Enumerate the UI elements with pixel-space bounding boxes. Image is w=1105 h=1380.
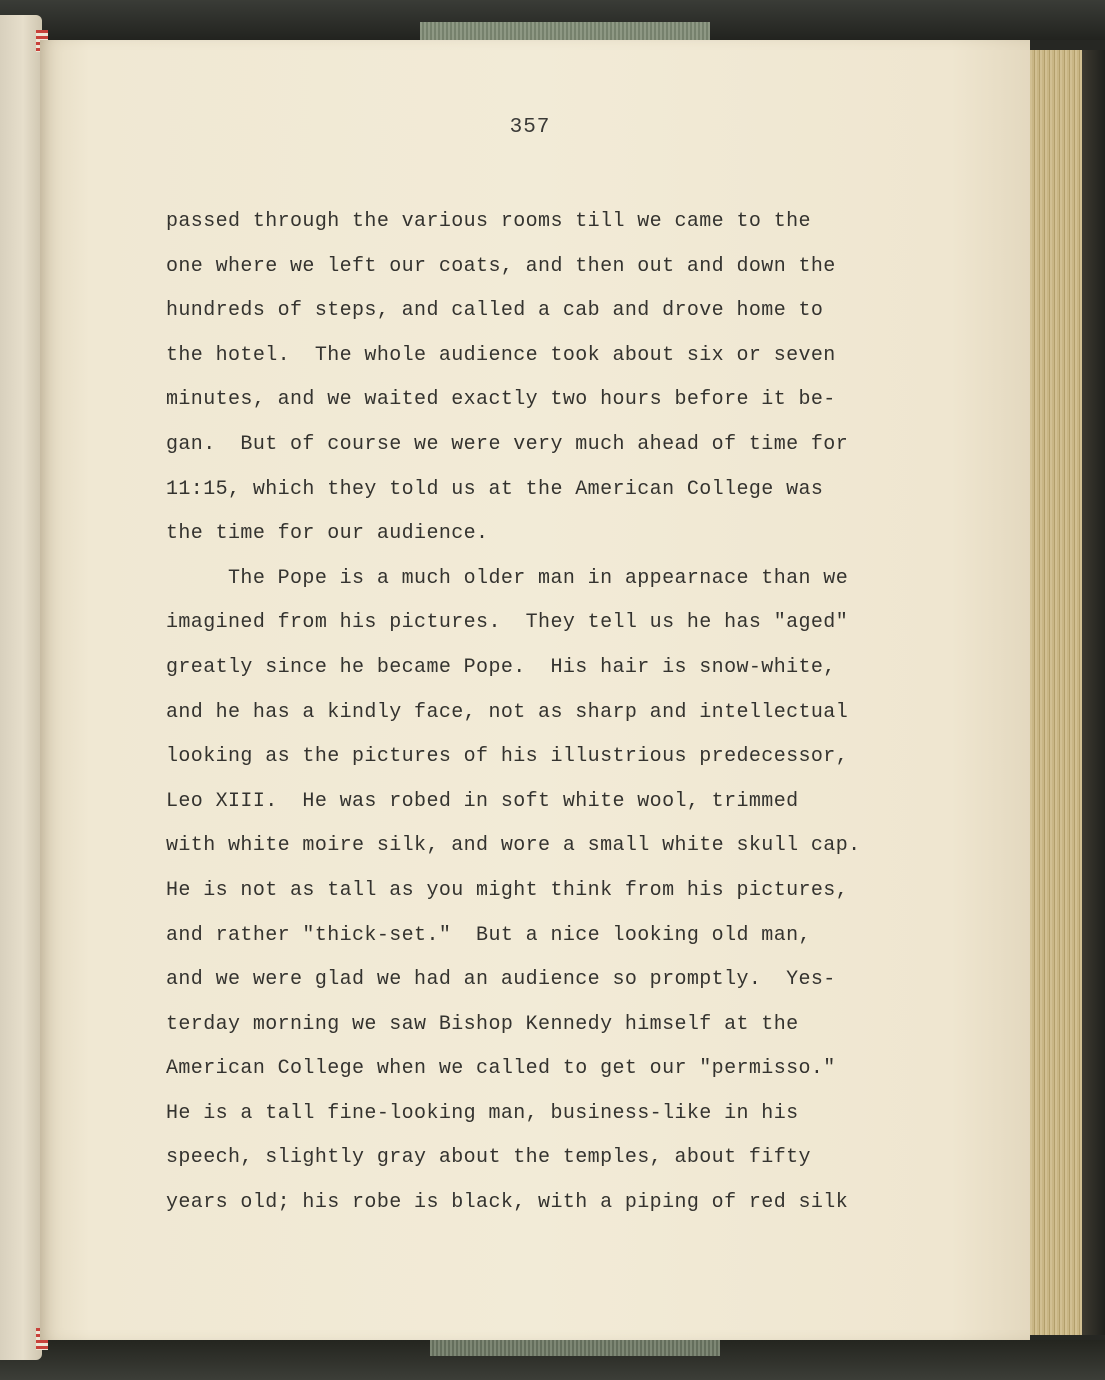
text-line: looking as the pictures of his illustrious predecessor, (166, 745, 849, 769)
facing-page-edge (0, 15, 42, 1360)
text-line: and we were glad we had an audience so promptly. Yes- (166, 968, 836, 992)
text-line: the hotel. The whole audience took about six or seven (166, 343, 836, 367)
text-line: American College when we called to get our "permisso." (166, 1057, 836, 1081)
text-line: and he has a kindly face, not as sharp and intellectual (166, 700, 849, 724)
text-line: with white moire silk, and wore a small white skull cap. (166, 834, 861, 858)
text-line: The Pope is a much older man in appearnace than we (166, 566, 849, 590)
text-line: hundreds of steps, and called a cab and drove home to (166, 299, 824, 323)
text-line: passed through the various rooms till we came to the (166, 210, 811, 233)
text-line: gan. But of course we were very much ahead of time for (166, 432, 849, 456)
text-line: He is a tall fine-looking man, business-like in his (166, 1101, 799, 1125)
text-line: years old; his robe is black, with a piping of red silk (166, 1191, 849, 1215)
text-line: the time for our audience. (166, 522, 489, 546)
page-block-shadow (1082, 50, 1105, 1335)
text-line: He is not as tall as you might think from his pictures, (166, 878, 849, 902)
page-number: 357 (509, 116, 551, 139)
page-block-edge (1026, 50, 1083, 1335)
spine-cloth-bottom (430, 1338, 720, 1356)
text-line: greatly since he became Pope. His hair is snow-white, (166, 655, 836, 679)
text-line: imagined from his pictures. They tell us he has "aged" (166, 611, 849, 635)
typescript-body (166, 200, 926, 1226)
text-line: terday morning we saw Bishop Kennedy himself at the (166, 1012, 799, 1036)
text-line: Leo XIII. He was robed in soft white wool, trimmed (166, 789, 799, 813)
text-line: and rather "thick-set." But a nice looking old man, (166, 923, 811, 947)
text-line: speech, slightly gray about the temples, about fifty (166, 1146, 811, 1170)
text-line: one where we left our coats, and then out and down the (166, 254, 836, 278)
text-line: minutes, and we waited exactly two hours before it be- (166, 388, 836, 412)
text-line: 11:15, which they told us at the American College was (166, 477, 824, 501)
